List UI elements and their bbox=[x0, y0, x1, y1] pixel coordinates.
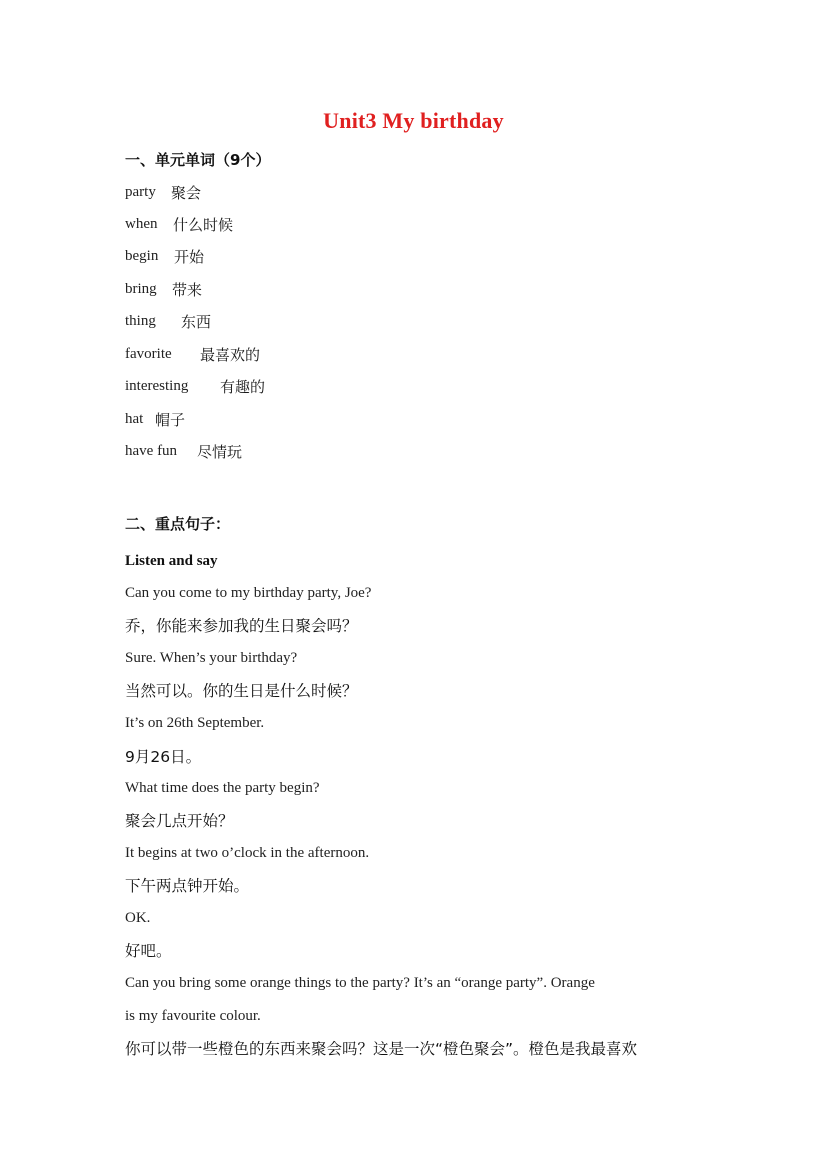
vocab-english: interesting bbox=[125, 378, 189, 394]
vocab-english: have fun bbox=[125, 443, 178, 459]
vocab-chinese: 帽子 bbox=[155, 411, 186, 429]
sentence-chinese: 当然可以。你的生日是什么时候？ bbox=[125, 682, 358, 700]
sentence-english: Can you come to my birthday party, Joe? bbox=[125, 585, 372, 601]
sentence-english: Sure. When’s your birthday? bbox=[125, 650, 298, 666]
vocab-chinese: 东西 bbox=[181, 313, 212, 331]
sentence-chinese: 好吧。 bbox=[125, 942, 172, 960]
vocab-english: begin bbox=[125, 248, 159, 264]
vocab-item bbox=[125, 281, 203, 305]
section-heading-vocabulary: 一、单元单词（9个） bbox=[125, 151, 271, 169]
vocab-item bbox=[125, 216, 234, 240]
subheading-listen-and-say: Listen and say bbox=[125, 553, 218, 569]
vocab-english: hat bbox=[125, 411, 144, 427]
sentence-chinese: 聚会几点开始？ bbox=[125, 812, 234, 830]
sentence-chinese: 下午两点钟开始。 bbox=[125, 877, 250, 895]
sentence-english-continued: is my favourite colour. bbox=[125, 1008, 261, 1024]
vocab-item bbox=[125, 184, 202, 208]
document-title: Unit3 My birthday bbox=[323, 108, 504, 133]
vocab-english: thing bbox=[125, 313, 156, 329]
vocab-english: party bbox=[125, 184, 156, 200]
vocab-item bbox=[125, 346, 261, 370]
vocab-item bbox=[125, 313, 212, 337]
vocab-item bbox=[125, 411, 186, 435]
sentence-english: What time does the party begin? bbox=[125, 780, 320, 796]
sentence-english: It’s on 26th September. bbox=[125, 715, 265, 731]
vocab-chinese: 带来 bbox=[172, 281, 203, 299]
vocab-item bbox=[125, 378, 266, 402]
sentence-english: OK. bbox=[125, 910, 151, 926]
sentence-chinese: 9月26日。 bbox=[125, 748, 202, 766]
vocab-english: bring bbox=[125, 281, 157, 297]
section-heading-key-sentences: 二、重点句子： bbox=[125, 515, 231, 533]
vocab-english: when bbox=[125, 216, 158, 232]
sentence-english: Can you bring some orange things to the party? It’s an “orange party”. Orange bbox=[125, 975, 595, 991]
vocab-item bbox=[125, 248, 205, 272]
vocab-chinese: 有趣的 bbox=[220, 378, 266, 396]
vocab-chinese: 聚会 bbox=[171, 184, 202, 202]
sentence-english: It begins at two o’clock in the afternoon. bbox=[125, 845, 370, 861]
vocab-chinese: 开始 bbox=[174, 248, 205, 266]
sentence-chinese: 你可以带一些橙色的东西来聚会吗？这是一次“橙色聚会”。橙色是我最喜欢 bbox=[125, 1040, 638, 1058]
sentence-chinese: 乔，你能来参加我的生日聚会吗？ bbox=[125, 617, 358, 635]
vocab-chinese: 什么时候 bbox=[173, 216, 234, 234]
vocab-item bbox=[125, 443, 243, 467]
vocab-chinese: 尽情玩 bbox=[197, 443, 243, 461]
vocab-english: favorite bbox=[125, 346, 172, 362]
vocab-chinese: 最喜欢的 bbox=[200, 346, 261, 364]
